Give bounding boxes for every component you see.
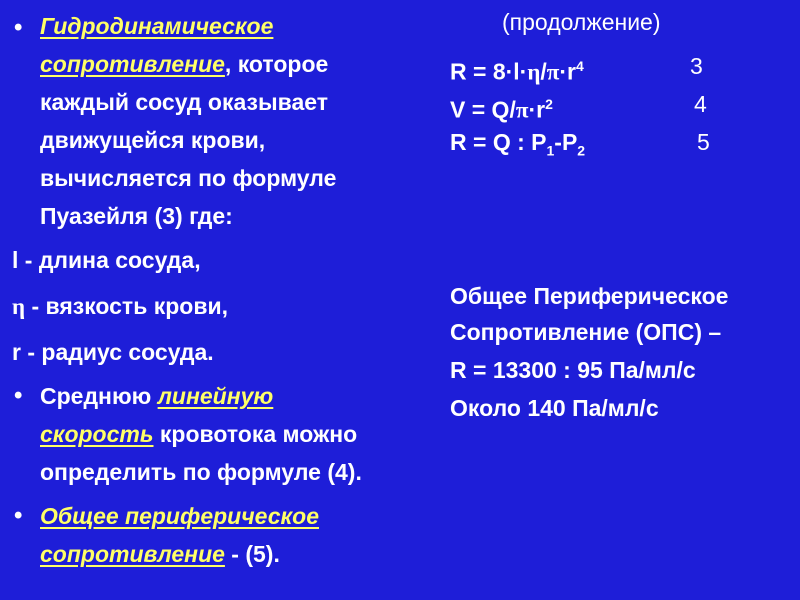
formula-part: R = Q : P [450,129,547,155]
symbol-eta: η [12,294,26,319]
pi-symbol: π [546,59,560,85]
ops-line3: R = 13300 : 95 Па/мл/с [450,357,696,383]
formula-poiseuille [450,52,584,87]
formula-velocity [450,90,553,125]
link-hydrodynamic[interactable]: Гидродинамическое [40,13,274,39]
ops-line1: Общее Периферическое [450,283,729,309]
exponent: 4 [576,58,584,74]
link-velocity[interactable]: скорость [40,421,154,447]
bullet1-line3: каждый сосуд оказывает [40,89,329,115]
ops-line2: Сопротивление (ОПС) – [450,319,722,345]
formula-part: ·r [559,58,577,85]
bullet2-line1 [40,382,273,410]
formula-part: R = 8·l· [450,58,528,85]
formula-number: 3 [690,53,703,79]
bullet-marker: • [14,14,23,41]
subscript: 1 [546,142,555,159]
pi-symbol: π [515,97,529,123]
formula-part: -P [554,129,578,155]
formula-number: 4 [694,91,707,117]
bullet3-line2 [40,540,280,568]
bullet1-line2 [40,50,328,78]
bullet3-text: - (5). [224,541,280,567]
link-resistance[interactable]: сопротивление [40,51,225,77]
formula-part: ·r [528,96,546,123]
symbol-r: r [12,339,21,365]
bullet1-text: , которое [224,51,329,77]
def-radius-text: - радиус сосуда. [20,339,214,365]
bullet1-line1 [40,12,273,40]
continuation-label: (продолжение) [502,9,661,35]
bullet-marker: • [14,382,23,409]
bullet3-line1 [40,502,319,530]
exponent: 2 [545,96,553,112]
link-resistance-2[interactable]: сопротивление [40,541,225,567]
bullet2-line2 [40,420,357,448]
bullet1-line5: вычисляется по формуле [40,165,337,191]
bullet2-text: кровотока можно [153,421,358,447]
link-peripheral[interactable]: Общее периферическое [40,503,319,529]
bullet1-line6: Пуазейля (3) где: [40,203,233,229]
eta-symbol: η [527,59,541,85]
ops-line4: Около 140 Па/мл/с [450,395,659,421]
bullet2-pre: Среднюю [40,383,158,409]
bullet1-line4: движущейся крови, [40,127,266,153]
def-length-text: - длина сосуда, [18,247,201,273]
def-radius [12,338,214,366]
bullet-marker: • [14,502,23,529]
formula-part: / [540,58,547,85]
bullet2-line3: определить по формуле (4). [40,459,362,485]
formula-resistance [450,128,585,165]
def-length [12,246,201,274]
link-linear[interactable]: линейную [157,383,274,409]
def-viscosity [12,292,228,321]
formula-number: 5 [697,129,710,155]
subscript: 2 [577,142,586,159]
def-viscosity-text: - вязкость крови, [25,293,229,319]
symbol-l: l [12,247,19,273]
formula-part: V = Q/ [450,96,516,123]
